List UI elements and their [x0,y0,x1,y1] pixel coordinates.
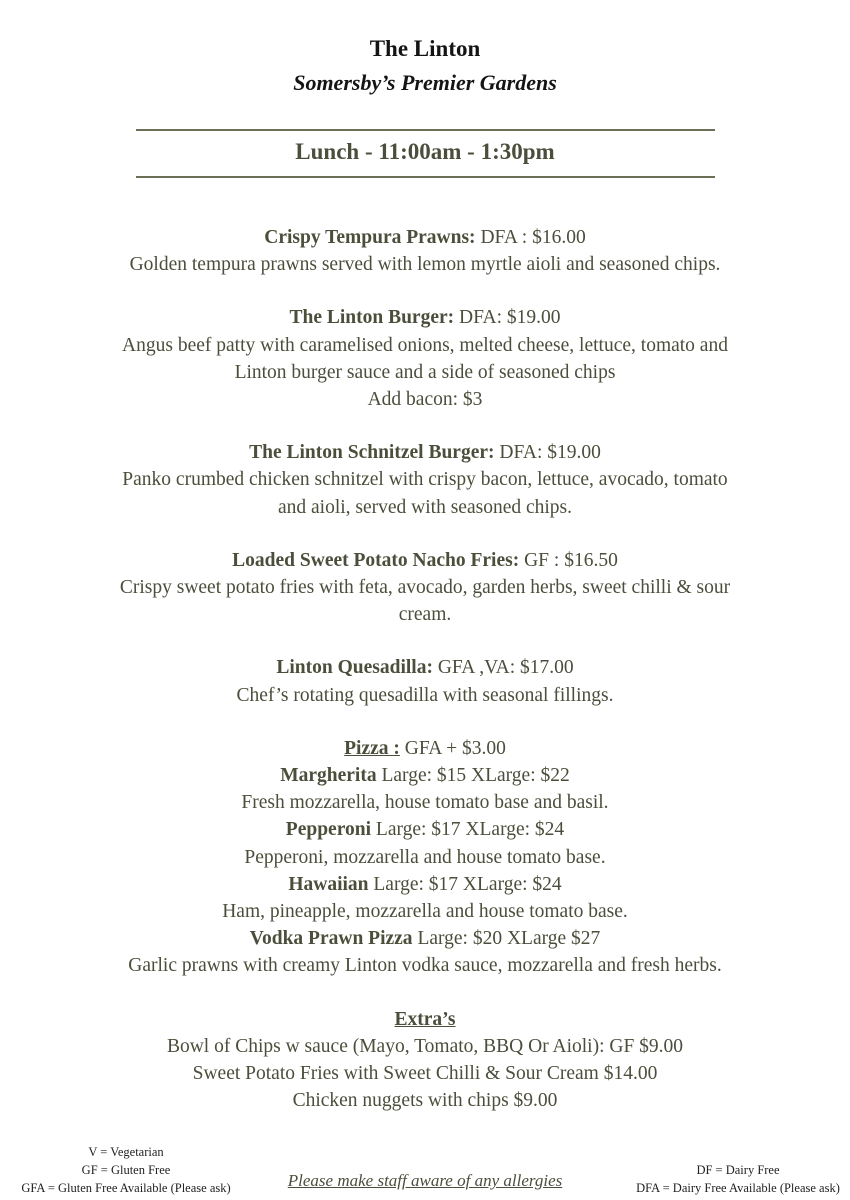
menu-item-description: and aioli, served with seasoned chips. [277,496,573,518]
menu-item-name: The Linton Schnitzel Burger: [249,442,495,464]
legend-vegetarian: V = Vegetarian [88,1145,164,1159]
pizza-type-header [40,762,810,789]
extras-item: Sweet Potato Fries with Sweet Chilli & Sour Cream $14.00 [192,1063,658,1085]
menu-item-name: Linton Quesadilla: [276,657,433,679]
pizza-heading [344,738,400,759]
menu-item-header [40,439,810,466]
extras-section [40,1006,810,1115]
pizza-heading-text: Pizza [344,737,394,759]
menu-item-description: Chef’s rotating quesadilla with seasonal fillings. [236,684,614,706]
allergy-note: Please make staff aware of any allergies [287,1171,563,1190]
pizza-type-price: Large: $20 XLarge $27 [412,928,601,950]
menu-item-price: GFA ,VA: $17.00 [432,657,574,679]
menu-item-price: DFA : $16.00 [475,227,586,248]
menu-item-description: cream. [398,604,452,626]
menu-item-price: GF : $16.50 [519,549,618,571]
pizza-type-header [40,925,810,952]
legend-gluten-free: GF = Gluten Free [81,1163,171,1177]
menu-item-price: DFA: $19.00 [454,307,561,329]
pizza-heading-colon: : [393,737,400,759]
restaurant-name: The Linton [369,36,481,61]
pizza-type-name: Margherita [280,765,377,787]
menu-item-name: Crispy Tempura Prawns: [264,227,476,248]
pizza-type-name: Vodka Prawn Pizza [249,928,413,950]
menu-item-description: Golden tempura prawns served with lemon myrtle aioli and seasoned chips. [129,254,721,276]
menu-item-addon: Add bacon: $3 [367,389,483,411]
menu-item-header [40,547,810,574]
pizza-header [40,735,810,762]
menu-item-name: The Linton Burger: [289,307,455,329]
legend-dairy-free-available: DFA = Dairy Free Available (Please ask) [636,1181,840,1195]
legend-gluten-free-available: GFA = Gluten Free Available (Please ask) [21,1181,231,1195]
extras-item: Bowl of Chips w sauce (Mayo, Tomato, BBQ Or Aioli): GF $9.00 [166,1035,684,1057]
menu-item-price: DFA: $19.00 [494,442,601,464]
dietary-legend-left [6,1143,246,1197]
pizza-type-price: Large: $15 XLarge: $22 [376,765,570,787]
menu-item [40,547,810,629]
menu-item [40,224,810,278]
pizza-type-price: Large: $17 XLarge: $24 [371,819,565,841]
extras-item: Chicken nuggets with chips $9.00 [292,1090,558,1112]
menu-item-header [40,224,810,251]
pizza-type-description: Garlic prawns with creamy Linton vodka sauce, mozzarella and fresh herbs. [128,955,722,977]
pizza-type-header [40,816,810,843]
heading-rule-top [136,129,715,131]
pizza-type-description: Pepperoni, mozzarella and house tomato base. [244,846,606,868]
section-heading: Lunch - 11:00am - 1:30pm [295,139,555,164]
dietary-legend-right [632,1161,844,1197]
heading-rule-bottom [136,176,715,178]
extras-heading: Extra’s [394,1008,456,1030]
pizza-type-price: Large: $17 XLarge: $24 [368,873,562,895]
pizza-type-name: Pepperoni [285,819,372,841]
menu-item-description: Panko crumbed chicken schnitzel with crispy bacon, lettuce, avocado, tomato [122,469,728,491]
menu-item-description: Angus beef patty with caramelised onions, melted cheese, lettuce, tomato and [122,334,728,356]
menu-item-header [40,654,810,681]
pizza-type-description: Ham, pineapple, mozzarella and house tomato base. [222,901,628,923]
menu-item [40,654,810,708]
menu-list [40,224,810,1114]
pizza-type-header [40,871,810,898]
menu-item-description: Linton burger sauce and a side of seasoned chips [234,361,616,383]
menu-item [40,439,810,521]
menu-item-description: Crispy sweet potato fries with feta, avocado, garden herbs, sweet chilli & sour [119,577,731,599]
pizza-section [40,735,810,980]
menu-item [40,304,810,413]
pizza-type-name: Hawaiian [288,873,369,895]
pizza-type-description: Fresh mozzarella, house tomato base and basil. [241,792,609,814]
pizza-gluten-option: GFA + $3.00 [399,737,506,759]
menu-item-header [40,304,810,331]
legend-dairy-free: DF = Dairy Free [696,1163,780,1177]
restaurant-tagline: Somersby’s Premier Gardens [293,70,557,95]
menu-item-name: Loaded Sweet Potato Nacho Fries: [232,549,520,571]
